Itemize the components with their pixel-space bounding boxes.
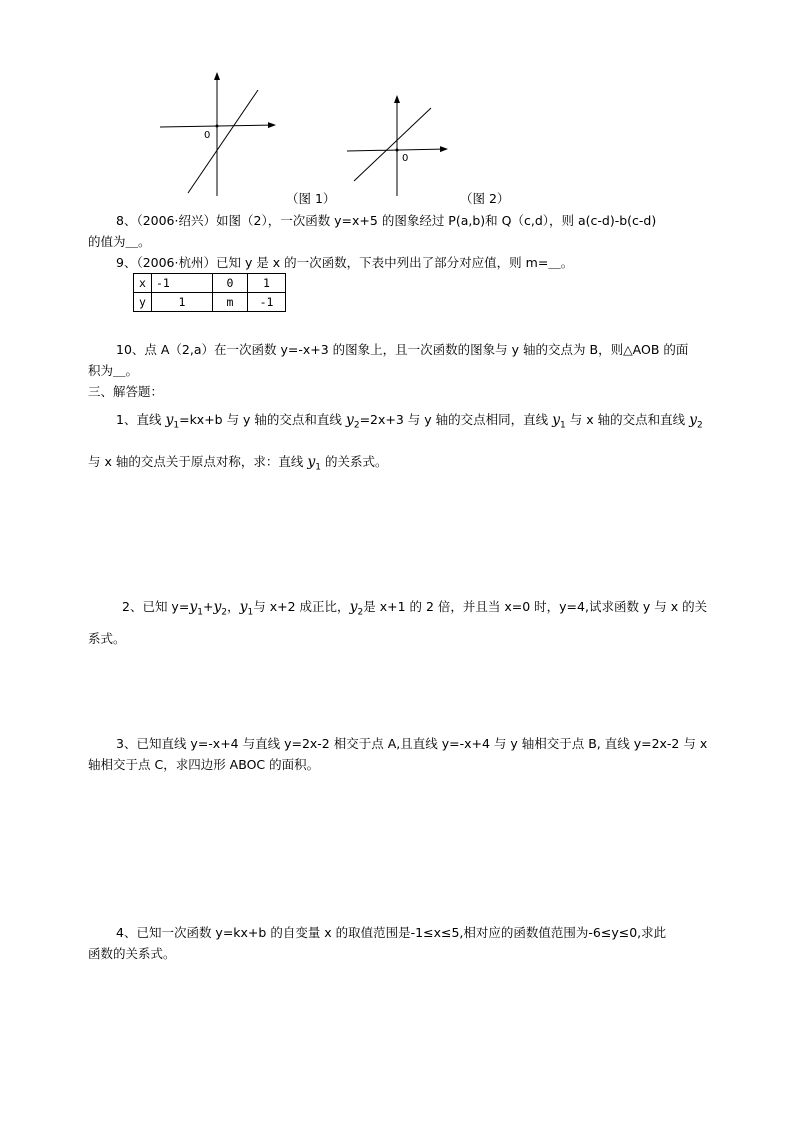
figures (0, 0, 794, 215)
fig1-line (188, 90, 258, 193)
var-y: y (689, 412, 697, 428)
figure-1 (160, 73, 275, 196)
table-cell: x (134, 274, 152, 293)
figure-1-caption: （图 1） (286, 191, 336, 206)
subscript: 2 (353, 420, 360, 431)
p3-line1: 3、已知直线 y=-x+4 与直线 y=2x-2 相交于点 A,且直线 y=-x+4 与 y 轴相交于点 B, 直线 y=2x-2 与 x (116, 736, 708, 751)
p1-line1 (116, 411, 703, 435)
section-heading: 三、解答题： (88, 384, 164, 399)
table-cell: m (213, 293, 248, 312)
var-y: y (307, 454, 316, 470)
table-row (134, 274, 286, 293)
table-cell: 0 (213, 274, 248, 293)
table-row (134, 293, 286, 312)
p2-line2: 系式。 (88, 631, 126, 646)
subscript: 1 (247, 607, 254, 618)
p1-text-line2b: 的关系式。 (320, 454, 388, 469)
q10-line1: 10、点 A（2,a）在一次函数 y=-x+3 的图象上，且一次函数的图象与 y 轴的交点为 B，则△AOB 的面 (116, 342, 689, 357)
p2-line1 (122, 598, 707, 622)
fig1-origin-dot (216, 125, 219, 128)
q9-text: 9、（2006·杭州）已知 y 是 x 的一次函数，下表中列出了部分对应值，则 m=＿。 (116, 255, 574, 270)
var-y: y (165, 412, 174, 428)
var-y: y (345, 412, 354, 428)
p4-line2: 函数的关系式。 (88, 946, 176, 961)
table-cell: y (134, 293, 152, 312)
value-table (133, 273, 286, 312)
subscript: 2 (221, 607, 228, 618)
plus-sign: + (202, 599, 214, 614)
fig2-line (354, 108, 431, 181)
fig1-origin-label: 0 (204, 130, 211, 141)
subscript: 1 (173, 420, 180, 431)
subscript: 2 (696, 420, 703, 431)
fig2-origin-label: 0 (402, 153, 409, 164)
q8-line1: 8、（2006·绍兴）如图（2），一次函数 y=x+5 的图象经过 P(a,b)和 Q（c,d），则 a(c-d)-b(c-d) (116, 213, 657, 228)
var-y: y (239, 599, 248, 615)
p1-text-a: 1、直线 (116, 412, 166, 427)
q8-line2: 的值为＿。 (88, 234, 151, 249)
p1-text-d: 与 x 轴的交点和直线 (565, 412, 690, 427)
comma: ， (227, 599, 240, 614)
p1-line2 (88, 453, 387, 477)
figure-2-caption: （图 2） (460, 191, 510, 206)
p2-text-b: 与 x+2 成正比， (253, 599, 350, 614)
p1-text-line2a: 与 x 轴的交点关于原点对称，求：直线 (88, 454, 308, 469)
subscript: 2 (357, 607, 364, 618)
q10-line2: 积为＿。 (88, 363, 139, 378)
p2-text-a: 2、已知 y= (122, 599, 190, 614)
p1-text-b: =kx+b 与 y 轴的交点和直线 (179, 412, 346, 427)
var-y: y (349, 599, 358, 615)
p4-line1: 4、已知一次函数 y=kx+b 的自变量 x 的取值范围是-1≤x≤5,相对应的函数值范围为-6≤y≤0,求此 (116, 925, 667, 940)
table-cell: 1 (152, 293, 213, 312)
var-y: y (189, 599, 198, 615)
p2-text-c: 是 x+1 的 2 倍，并且当 x=0 时，y=4,试求函数 y 与 x 的关 (363, 599, 708, 614)
subscript: 1 (560, 420, 566, 431)
table-cell: -1 (248, 293, 286, 312)
fig2-origin-dot (396, 149, 399, 152)
figure-2 (347, 96, 447, 196)
table-cell: 1 (248, 274, 286, 293)
var-y: y (552, 412, 561, 428)
subscript: 1 (197, 607, 203, 618)
p1-text-c: =2x+3 与 y 轴的交点相同，直线 (359, 412, 553, 427)
subscript: 1 (315, 462, 321, 473)
p3-line2: 轴相交于点 C，求四边形 ABOC 的面积。 (88, 757, 320, 772)
table-cell: -1 (152, 274, 213, 293)
var-y: y (213, 599, 222, 615)
